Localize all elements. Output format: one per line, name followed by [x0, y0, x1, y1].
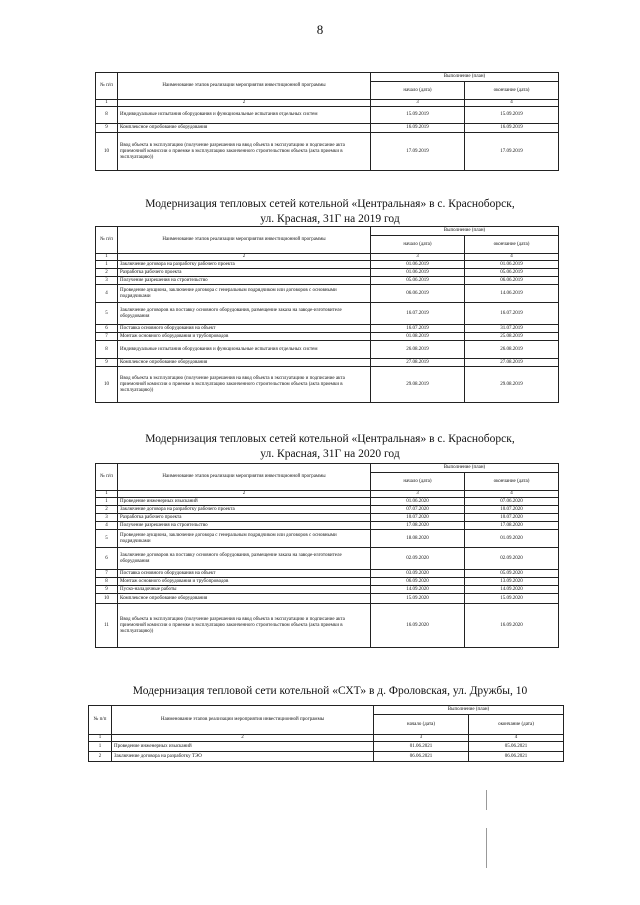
section-title-line: Модернизация тепловой сети котельной «СХТ» в д. Фроловская, ул. Дружбы, 10: [132, 685, 528, 697]
row-num: 6: [96, 325, 118, 333]
row-stage-name: Комплексное опробование оборудования: [118, 124, 371, 133]
table-row: [96, 359, 559, 367]
row-end-date: 06.06.2021: [469, 752, 564, 762]
table-row: [96, 261, 559, 269]
table-row: [96, 124, 559, 133]
table-row: [96, 570, 559, 578]
header-end: окончание (дата): [465, 82, 559, 100]
row-end-date: 07.06.2020: [465, 498, 559, 506]
row-num: 7: [96, 570, 118, 578]
section-title-line: Модернизация тепловых сетей котельной «Центральная» в с. Красноборск,: [145, 198, 515, 210]
row-stage-name: Ввод объекта в эксплуатацию (получение разрешения на ввод объекта в эксплуатацию и подписание акта приемочной комиссии о приемке в эксплуатацию законченного строительством объекта (акта приемки в эксплуатацию)): [118, 133, 371, 171]
header-execution: Выполнение (план): [371, 73, 559, 82]
row-start-date: 05.06.2019: [371, 277, 465, 285]
header-num: № п/п: [89, 706, 112, 735]
header-col-index: 1: [96, 100, 118, 107]
table-row: [96, 604, 559, 648]
table-row: [96, 269, 559, 277]
row-end-date: 13.09.2020: [465, 578, 559, 586]
row-stage-name: Разработка рабочего проекта: [118, 514, 371, 522]
header-start: начало (дата): [374, 715, 469, 735]
row-start-date: 06.06.2019: [371, 285, 465, 303]
header-end: окончание (дата): [465, 236, 559, 254]
header-col-index: 2: [118, 491, 371, 498]
section-title-line: ул. Красная, 31Г на 2019 год: [260, 213, 400, 225]
row-start-date: 03.09.2020: [371, 570, 465, 578]
section-title-line: Модернизация тепловых сетей котельной «Центральная» в с. Красноборск,: [145, 433, 515, 445]
row-end-date: 27.08.2019: [465, 359, 559, 367]
row-num: 9: [96, 124, 118, 133]
row-start-date: 01.06.2020: [371, 498, 465, 506]
header-name: Наименование этапов реализации мероприятия инвестиционной программы: [112, 706, 374, 735]
table-row: [96, 548, 559, 570]
row-end-date: 26.08.2019: [465, 341, 559, 359]
row-start-date: 10.07.2020: [371, 514, 465, 522]
row-stage-name: Заключение договора на разработку рабочего проекта: [118, 261, 371, 269]
header-name: Наименование этапов реализации мероприятия инвестиционной программы: [118, 464, 371, 491]
row-start-date: 16.09.2019: [371, 124, 465, 133]
row-start-date: 16.07.2019: [371, 325, 465, 333]
schedule-table-2019-continued: [95, 72, 559, 171]
row-end-date: 17.09.2019: [465, 133, 559, 171]
row-stage-name: Проведение аукциона, заключение договора с генеральным подрядчиком или договоров с основными подрядчиками: [118, 530, 371, 548]
row-start-date: 07.07.2020: [371, 506, 465, 514]
row-start-date: 16.07.2019: [371, 303, 465, 325]
row-stage-name: Индивидуальные испытания оборудования и функциональные испытания отдельных систем: [118, 341, 371, 359]
header-col-index: 2: [112, 735, 374, 742]
header-num: № п/п: [96, 73, 118, 100]
scan-artifact: [486, 828, 487, 868]
row-num: 9: [96, 359, 118, 367]
row-start-date: 18.08.2020: [371, 530, 465, 548]
row-stage-name: Проведение инженерных изысканий: [118, 498, 371, 506]
row-start-date: 15.09.2020: [371, 594, 465, 604]
schedule-table-2020: [95, 463, 559, 648]
table-row: [96, 578, 559, 586]
row-num: 5: [96, 303, 118, 325]
table-row: [96, 303, 559, 325]
table-row: [96, 325, 559, 333]
table-row: [96, 367, 559, 403]
row-end-date: 25.08.2019: [465, 333, 559, 341]
row-stage-name: Ввод объекта в эксплуатацию (получение разрешения на ввод объекта в эксплуатацию и подписание акта приемочной комиссии о приемке в эксплуатацию законченного строительством объекта (акта приемки в эксплуатацию)): [118, 367, 371, 403]
row-stage-name: Получение разрешения на строительство: [118, 277, 371, 285]
row-stage-name: Разработка рабочего проекта: [118, 269, 371, 277]
row-start-date: 27.08.2019: [371, 359, 465, 367]
table-row: [96, 530, 559, 548]
table-row: [96, 586, 559, 594]
row-start-date: 01.06.2019: [371, 269, 465, 277]
header-col-index: 3: [371, 491, 465, 498]
row-num: 3: [96, 277, 118, 285]
header-col-index: 1: [89, 735, 112, 742]
row-end-date: 16.09.2019: [465, 124, 559, 133]
table-row: [96, 506, 559, 514]
table-row: [96, 341, 559, 359]
row-num: 10: [96, 594, 118, 604]
table-row: [96, 133, 559, 171]
header-col-index: 4: [465, 100, 559, 107]
header-col-index: 1: [96, 254, 118, 261]
row-start-date: 17.08.2020: [371, 522, 465, 530]
row-stage-name: Проведение инженерных изысканий: [112, 742, 374, 752]
section-title-2021: [60, 684, 600, 699]
row-stage-name: Получение разрешения на строительство: [118, 522, 371, 530]
row-num: 5: [96, 530, 118, 548]
row-stage-name: Заключение договоров на поставку основного оборудования, размещение заказа на заводе-изготовителе оборудования: [118, 303, 371, 325]
row-num: 1: [89, 742, 112, 752]
row-num: 11: [96, 604, 118, 648]
row-stage-name: Индивидуальные испытания оборудования и функциональные испытания отдельных систем: [118, 107, 371, 124]
row-stage-name: Монтаж основного оборудования и трубопроводов: [118, 333, 371, 341]
header-end: окончание (дата): [469, 715, 564, 735]
section-title-2019: [60, 197, 600, 227]
row-num: 2: [96, 269, 118, 277]
header-name: Наименование этапов реализации мероприятия инвестиционной программы: [118, 227, 371, 254]
row-end-date: 14.09.2020: [465, 586, 559, 594]
row-end-date: 02.09.2020: [465, 548, 559, 570]
header-col-index: 3: [371, 254, 465, 261]
row-end-date: 15.09.2020: [465, 594, 559, 604]
row-start-date: 01.06.2019: [371, 261, 465, 269]
header-end: окончание (дата): [465, 473, 559, 491]
header-num: № п/п: [96, 227, 118, 254]
row-num: 9: [96, 586, 118, 594]
row-end-date: 29.08.2019: [465, 367, 559, 403]
table-row: [96, 277, 559, 285]
row-stage-name: Комплексное опробование оборудования: [118, 594, 371, 604]
header-col-index: 4: [465, 254, 559, 261]
row-end-date: 14.06.2019: [465, 285, 559, 303]
row-start-date: 17.09.2019: [371, 133, 465, 171]
row-end-date: 01.09.2020: [465, 530, 559, 548]
row-stage-name: Ввод объекта в эксплуатацию (получение разрешения на ввод объекта в эксплуатацию и подписание акта приемочной комиссии о приемке в эксплуатацию законченного строительством объекта (акта приемки в эксплуатацию)): [118, 604, 371, 648]
row-start-date: 15.09.2019: [371, 107, 465, 124]
table-row: [96, 285, 559, 303]
row-num: 10: [96, 133, 118, 171]
row-stage-name: Монтаж основного оборудования и трубопроводов: [118, 578, 371, 586]
row-num: 4: [96, 285, 118, 303]
row-num: 2: [96, 506, 118, 514]
header-execution: Выполнение (план): [371, 464, 559, 473]
row-end-date: 17.08.2020: [465, 522, 559, 530]
row-end-date: 16.07.2019: [465, 303, 559, 325]
row-end-date: 15.09.2019: [465, 107, 559, 124]
row-end-date: 05.06.2021: [469, 742, 564, 752]
header-col-index: 3: [374, 735, 469, 742]
row-end-date: 10.07.2020: [465, 514, 559, 522]
row-num: 4: [96, 522, 118, 530]
row-end-date: 01.06.2019: [465, 261, 559, 269]
row-num: 1: [96, 261, 118, 269]
row-stage-name: Заключение договора на разработку ТЭО: [112, 752, 374, 762]
section-title-2020: [60, 432, 600, 462]
header-col-index: 1: [96, 491, 118, 498]
row-start-date: 06.09.2020: [371, 578, 465, 586]
table-row: [96, 522, 559, 530]
header-execution: Выполнение (план): [371, 227, 559, 236]
row-start-date: 26.08.2019: [371, 341, 465, 359]
schedule-table-2021: [88, 705, 564, 762]
scan-artifact: [486, 790, 487, 810]
page-number: 8: [316, 22, 324, 37]
header-num: № п/п: [96, 464, 118, 491]
table-row: [89, 752, 564, 762]
row-stage-name: Поставка основного оборудования на объект: [118, 325, 371, 333]
row-num: 8: [96, 107, 118, 124]
row-num: 2: [89, 752, 112, 762]
row-stage-name: Заключение договора на разработку рабочего проекта: [118, 506, 371, 514]
row-stage-name: Пуско-наладочные работы: [118, 586, 371, 594]
row-num: 6: [96, 548, 118, 570]
row-num: 7: [96, 333, 118, 341]
row-start-date: 16.09.2020: [371, 604, 465, 648]
header-start: начало (дата): [371, 473, 465, 491]
header-col-index: 2: [118, 100, 371, 107]
table-row: [96, 498, 559, 506]
header-col-index: 4: [465, 491, 559, 498]
row-num: 8: [96, 341, 118, 359]
header-col-index: 4: [469, 735, 564, 742]
header-col-index: 2: [118, 254, 371, 261]
schedule-table-2019: [95, 226, 559, 403]
row-start-date: 06.06.2021: [374, 752, 469, 762]
row-end-date: 05.06.2019: [465, 269, 559, 277]
row-start-date: 29.08.2019: [371, 367, 465, 403]
table-row: [96, 594, 559, 604]
table-row: [96, 333, 559, 341]
row-stage-name: Заключение договоров на поставку основного оборудования, размещение заказа на заводе-изготовителе оборудования: [118, 548, 371, 570]
row-start-date: 01.06.2021: [374, 742, 469, 752]
table-row: [96, 514, 559, 522]
row-num: 8: [96, 578, 118, 586]
row-start-date: 14.09.2020: [371, 586, 465, 594]
row-start-date: 01.08.2019: [371, 333, 465, 341]
table-row: [96, 107, 559, 124]
header-start: начало (дата): [371, 82, 465, 100]
row-end-date: 16.09.2020: [465, 604, 559, 648]
row-num: 1: [96, 498, 118, 506]
header-start: начало (дата): [371, 236, 465, 254]
row-stage-name: Комплексное опробование оборудования: [118, 359, 371, 367]
row-num: 10: [96, 367, 118, 403]
row-end-date: 05.09.2020: [465, 570, 559, 578]
section-title-line: ул. Красная, 31Г на 2020 год: [260, 448, 400, 460]
header-execution: Выполнение (план): [374, 706, 564, 715]
row-end-date: 31.07.2019: [465, 325, 559, 333]
header-col-index: 3: [371, 100, 465, 107]
row-stage-name: Поставка основного оборудования на объект: [118, 570, 371, 578]
row-end-date: 10.07.2020: [465, 506, 559, 514]
table-row: [89, 742, 564, 752]
row-start-date: 02.09.2020: [371, 548, 465, 570]
header-name: Наименование этапов реализации мероприятия инвестиционной программы: [118, 73, 371, 100]
row-stage-name: Проведение аукциона, заключение договора с генеральным подрядчиком или договоров с основными подрядчиками: [118, 285, 371, 303]
row-end-date: 06.06.2019: [465, 277, 559, 285]
row-num: 3: [96, 514, 118, 522]
